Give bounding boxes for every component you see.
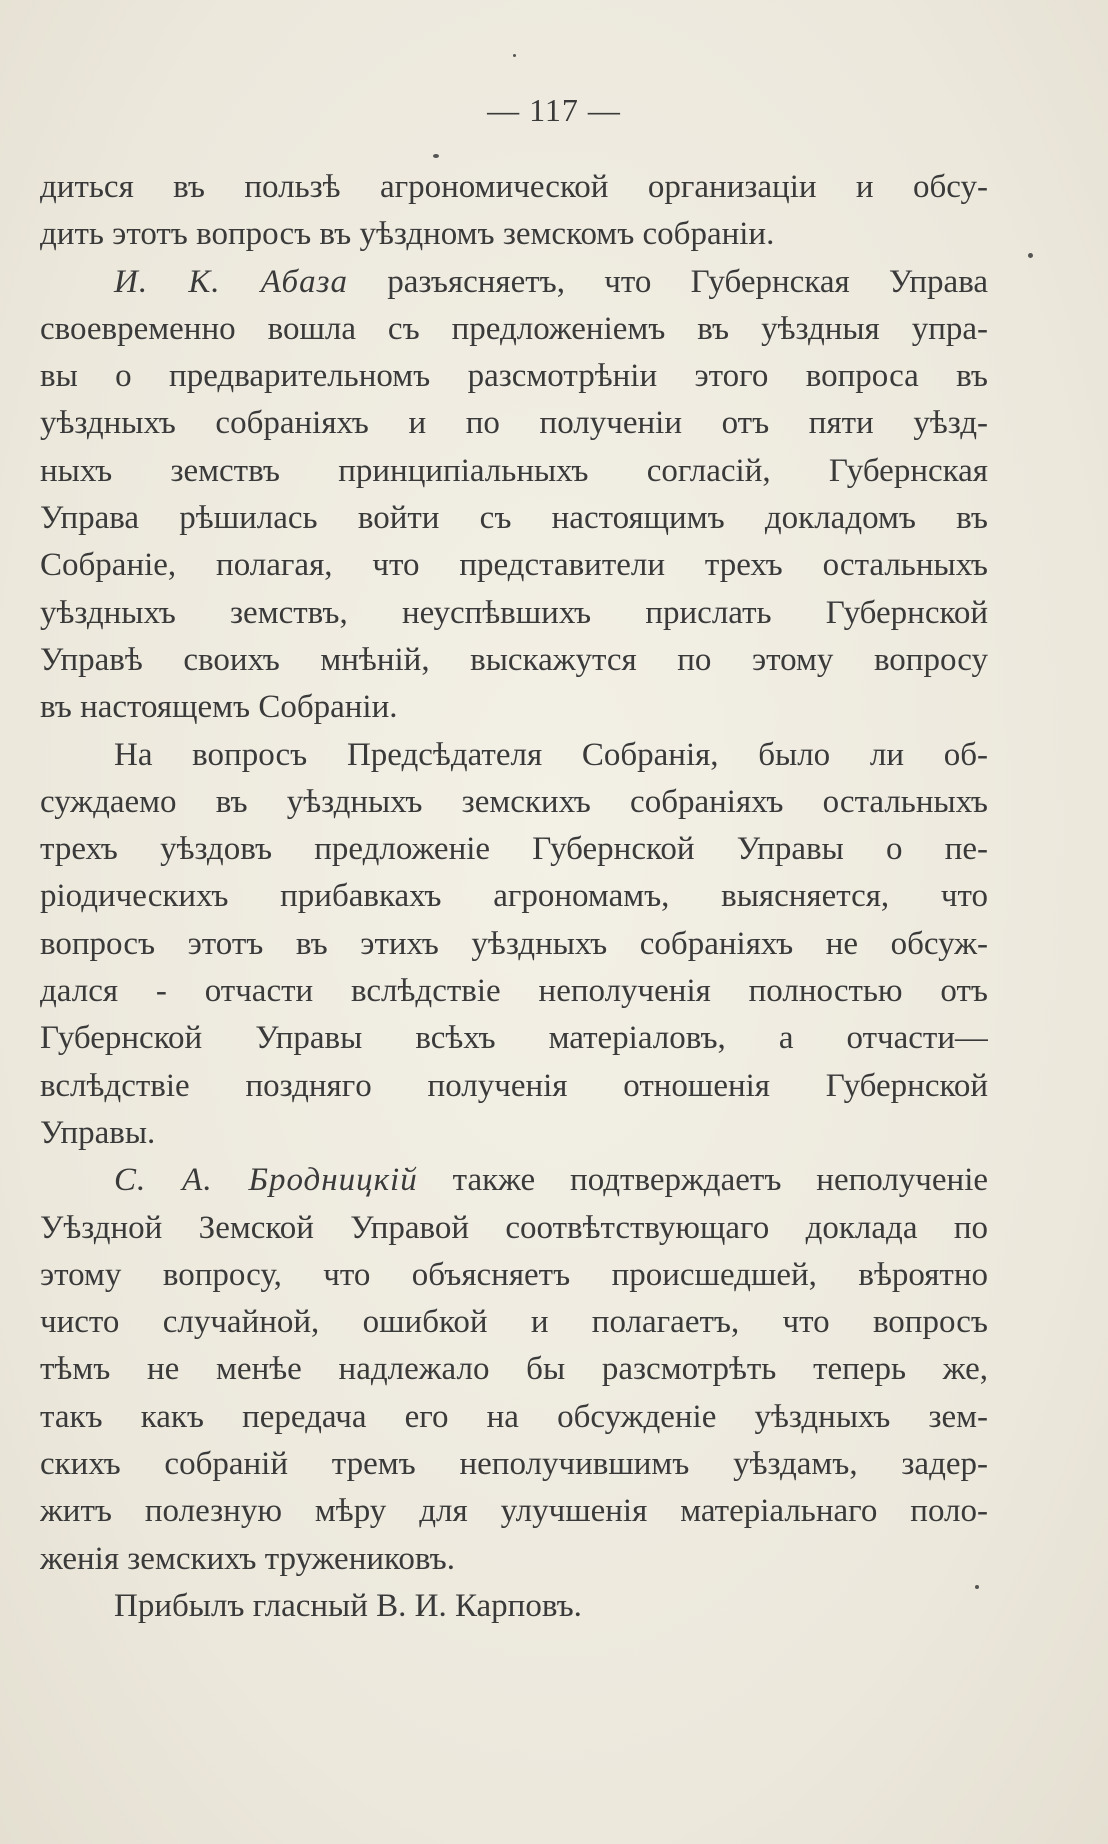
text-line: ріодическихъ прибавкахъ агрономамъ, выясняется, что — [40, 878, 988, 915]
text-line: своевременно вошла съ предложеніемъ въ уѣздныя упра- — [40, 310, 988, 347]
speaker-text: также подтверждаетъ неполученіе — [452, 1162, 988, 1199]
text-line: Уѣздной Земской Управой соотвѣтствующаго доклада по — [40, 1209, 988, 1246]
ink-speck — [513, 54, 516, 57]
text-line: Прибылъ гласный В. И. Карповъ. — [114, 1587, 582, 1624]
text-line: ныхъ земствъ принципіальныхъ согласій, Губернская — [40, 452, 988, 489]
ink-speck — [1028, 253, 1033, 258]
text-line: вопросъ этотъ въ этихъ уѣздныхъ собраніяхъ не обсуж- — [40, 925, 988, 962]
text-line: На вопросъ Предсѣдателя Собранія, было ли об- — [114, 736, 988, 773]
text-line: Собраніе, полагая, что представители трехъ остальныхъ — [40, 547, 988, 584]
text-line: трехъ уѣздовъ предложеніе Губернской Управы о пе- — [40, 831, 988, 868]
text-line-with-speaker — [40, 1157, 988, 1204]
text-line: Управы. — [40, 1114, 156, 1151]
text-line-with-speaker — [40, 259, 988, 306]
body-text — [40, 164, 988, 1630]
text-line: тѣмъ не менѣе надлежало бы разсмотрѣть теперь же, — [40, 1351, 988, 1388]
text-line: чисто случайной, ошибкой и полагаетъ, что вопросъ — [40, 1304, 988, 1341]
ink-speck — [975, 1585, 979, 1589]
text-line: такъ какъ передача его на обсужденіе уѣздныхъ зем- — [40, 1398, 988, 1435]
text-line: уѣздныхъ собраніяхъ и по полученіи отъ пяти уѣзд- — [40, 405, 988, 442]
text-line: дался - отчасти вслѣдствіе неполученія полностью отъ — [40, 973, 988, 1010]
text-line: Управа рѣшилась войти съ настоящимъ докладомъ въ — [40, 500, 988, 537]
text-line: суждаемо въ уѣздныхъ земскихъ собраніяхъ остальныхъ — [40, 783, 988, 820]
speaker-text: разъясняетъ, что Губернская Управа — [387, 263, 988, 300]
ink-speck — [433, 154, 439, 158]
text-line: Губернской Управы всѣхъ матеріаловъ, а отчасти— — [40, 1020, 988, 1057]
text-line: дить этотъ вопросъ въ уѣздномъ земскомъ собраніи. — [40, 216, 775, 253]
text-line: въ настоящемъ Собраніи. — [40, 689, 398, 726]
text-line: Управѣ своихъ мнѣній, выскажутся по этому вопросу — [40, 641, 988, 678]
page-number: — 117 — — [487, 92, 621, 128]
text-line: скихъ собраній тремъ неполучившимъ уѣздамъ, задер- — [40, 1446, 988, 1483]
text-line: этому вопросу, что объясняетъ происшедшей, вѣроятно — [40, 1256, 988, 1293]
text-line: женія земскихъ тружениковъ. — [40, 1540, 455, 1577]
speaker-name: С. А. Бродницкій — [114, 1162, 418, 1199]
text-line: вы о предварительномъ разсмотрѣніи этого вопроса въ — [40, 358, 988, 395]
text-line: диться въ пользѣ агрономической организаціи и обсу- — [40, 169, 988, 205]
text-line: уѣздныхъ земствъ, неуспѣвшихъ прислать Губернской — [40, 594, 988, 631]
text-line: житъ полезную мѣру для улучшенія матеріальнаго поло- — [40, 1493, 988, 1530]
text-line: вслѣдствіе позднягo полученія отношенія Губернской — [40, 1067, 988, 1104]
speaker-name: И. К. Абаза — [114, 263, 348, 300]
